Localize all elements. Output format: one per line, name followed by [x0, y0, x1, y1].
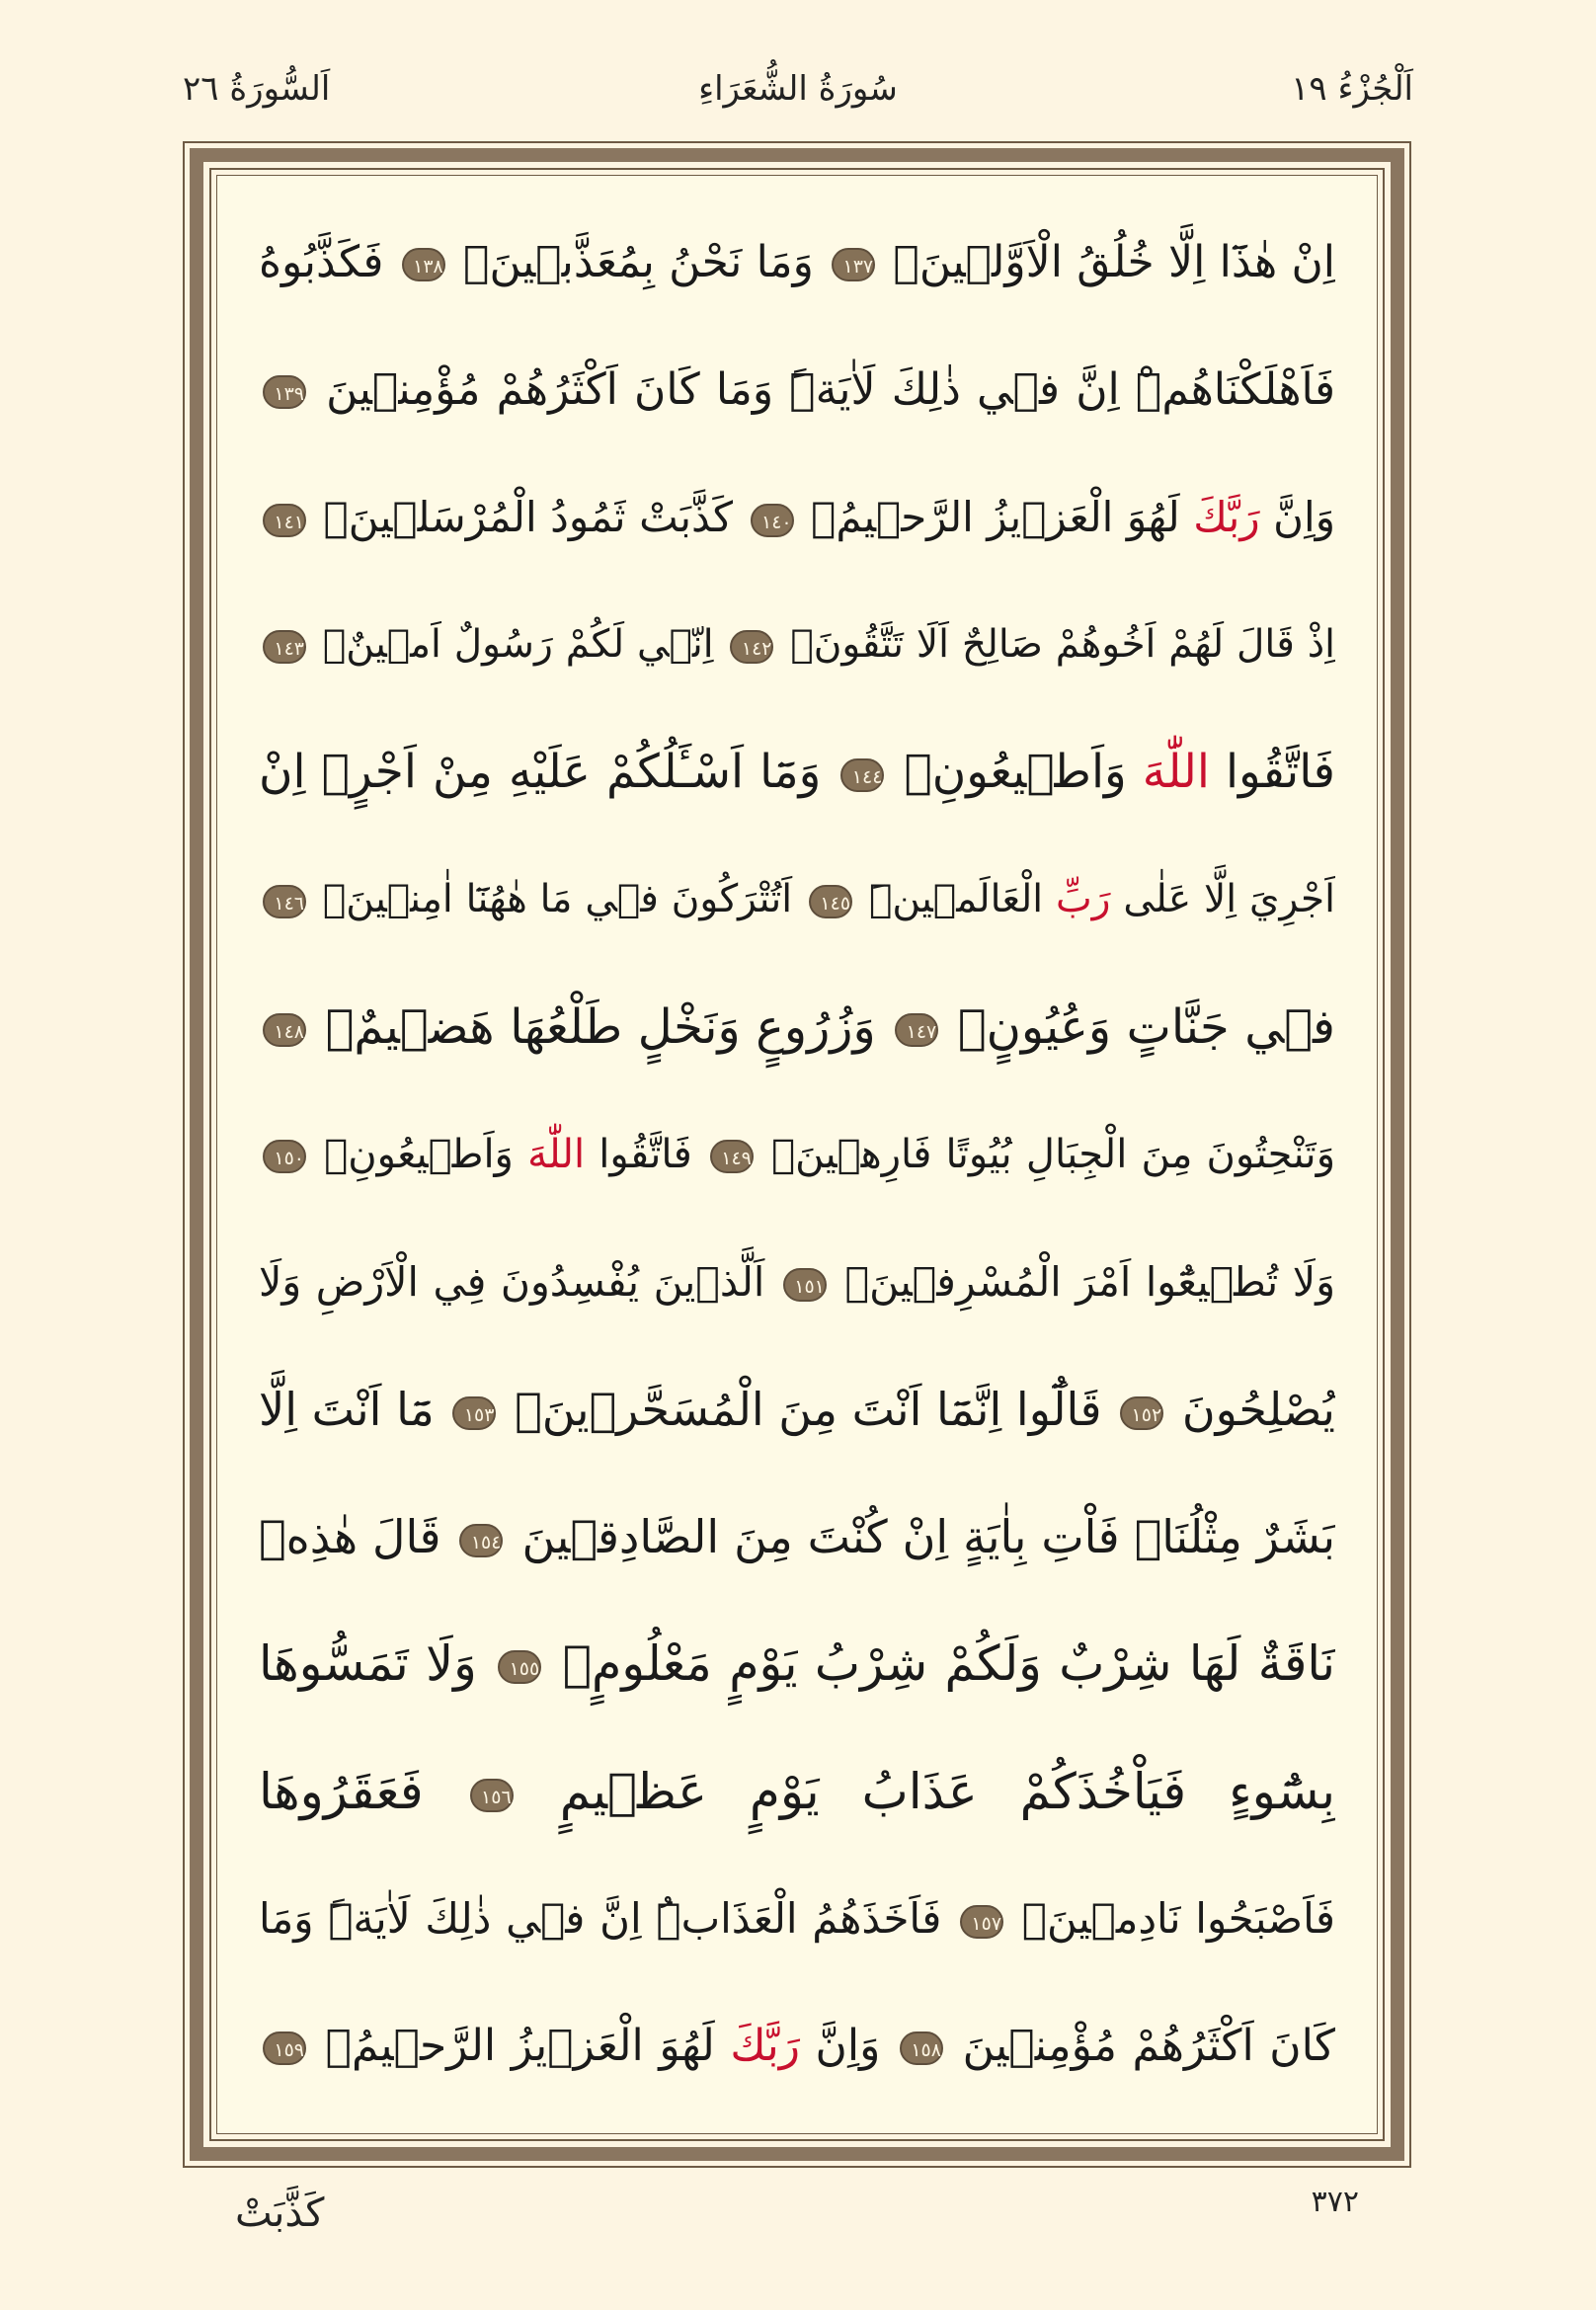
text-segment: وَتَنْحِتُونَ مِنَ الْجِبَالِ بُيُوتًا فَارِهٖينَۚ	[771, 1132, 1335, 1177]
text-segment: فَاَصْبَحُوا نَادِمٖينَۙ	[1021, 1894, 1335, 1943]
text-segment: اَلَّذٖينَ يُفْسِدُونَ فِي الْاَرْضِ وَلَا	[259, 1258, 765, 1306]
text-segment: وَزُرُوعٍ وَنَخْلٍ طَلْعُهَا هَضٖيمٌۚ	[325, 999, 876, 1055]
divine-name-highlight: رَبَّكَ	[730, 2021, 800, 2071]
text-segment: بَشَرٌ مِثْلُنَاۚ فَاْتِ بِاٰيَةٍ اِنْ كُنْتَ مِنَ الصَّادِقٖينَ	[521, 1510, 1335, 1563]
text-segment: وَلَا تَمَسُّوهَا	[259, 1635, 477, 1692]
ayah-marker-icon: ١٤٥	[809, 885, 852, 918]
ayah-marker-icon: ١٥٦	[470, 1779, 514, 1812]
text-line-3	[259, 468, 1335, 567]
text-segment: اَجْرِيَ اِلَّا عَلٰى	[1110, 877, 1335, 921]
ayah-marker-icon: ١٤٣	[263, 630, 306, 664]
ayah-marker-icon: ١٥٨	[900, 2031, 943, 2065]
ayah-marker-icon: ١٥٩	[263, 2031, 306, 2065]
text-segment: اِنّٖي لَكُمْ رَسُولٌ اَمٖينٌۙ	[322, 622, 714, 667]
text-segment: قَالُٓوا اِنَّمَٓا اَنْتَ مِنَ الْمُسَحَّرٖينَۚ	[515, 1383, 1102, 1436]
ayah-marker-icon: ١٥١	[783, 1268, 827, 1302]
text-segment: نَاقَةٌ لَهَا شِرْبٌ وَلَكُمْ شِرْبُ يَوْمٍ مَعْلُومٍۚ	[562, 1635, 1335, 1692]
text-line-7	[259, 978, 1335, 1076]
text-segment: فَاَهْلَكْنَاهُمْۜ اِنَّ فٖي ذٰلِكَ لَاٰيَةًۜ وَمَا كَانَ اَكْثَرُهُمْ مُؤْمِنٖينَ	[326, 364, 1335, 415]
text-segment: وَاِنَّ	[1259, 493, 1335, 541]
juz-label: اَلْجُزْءُ ١٩	[1291, 69, 1413, 109]
ayah-marker-icon: ١٥٧	[960, 1905, 1003, 1939]
ayah-marker-icon: ١٤٧	[895, 1013, 938, 1047]
text-segment: فَعَقَرُوهَا	[259, 1763, 424, 1820]
text-segment: لَهُوَ الْعَزٖيزُ الرَّحٖيمُ۟	[811, 493, 1194, 541]
text-line-5	[259, 723, 1335, 822]
text-line-8	[259, 1105, 1335, 1204]
ayah-marker-icon: ١٥٤	[459, 1524, 503, 1557]
ayah-marker-icon: ١٥٢	[1120, 1396, 1163, 1430]
text-segment: وَاِنَّ	[799, 2021, 881, 2071]
ayah-marker-icon: ١٤٠	[751, 504, 794, 537]
text-line-4	[259, 596, 1335, 694]
text-segment: قَالَ هٰذِهٖ	[259, 1510, 441, 1563]
text-segment: لَهُوَ الْعَزٖيزُ الرَّحٖيمُ۟	[325, 2021, 731, 2071]
ayah-marker-icon: ١٥٥	[498, 1650, 541, 1684]
text-line-1	[259, 213, 1335, 312]
ayah-marker-icon: ١٣٧	[832, 248, 875, 281]
text-line-12	[259, 1615, 1335, 1713]
page-frame	[183, 141, 1411, 2168]
divine-name-highlight: اللّٰهَ	[1142, 745, 1210, 799]
text-line-10	[259, 1360, 1335, 1459]
text-segment: اِذْ قَالَ لَهُمْ اَخُوهُمْ صَالِحٌ اَلَا تَتَّقُونَۚ	[790, 622, 1335, 667]
ayah-marker-icon: ١٤٤	[840, 758, 884, 792]
ayah-marker-icon: ١٣٩	[263, 375, 306, 409]
text-segment: الْعَالَمٖينَۜ	[868, 877, 1056, 921]
text-segment: كَانَ اَكْثَرُهُمْ مُؤْمِنٖينَ	[962, 2021, 1335, 2071]
text-panel	[216, 175, 1378, 2134]
text-segment: اِنْ هٰذَٓا اِلَّا خُلُقُ الْاَوَّلٖينَۙ	[893, 237, 1335, 287]
page-number: ٣٧٢	[1311, 2185, 1359, 2219]
ayah-marker-icon: ١٥٠	[263, 1140, 306, 1173]
frame-border	[190, 148, 1404, 2161]
text-segment: مَٓا اَنْتَ اِلَّا	[259, 1383, 435, 1436]
text-segment: فَكَذَّبُوهُ	[259, 237, 384, 287]
text-segment: وَاَطٖيعُونِۚ	[904, 745, 1143, 799]
text-segment: يُصْلِحُونَ	[1181, 1383, 1335, 1436]
text-segment: فَاتَّقُوا	[598, 1132, 692, 1177]
ayah-marker-icon: ١٤٨	[263, 1013, 306, 1047]
text-segment: وَاَطٖيعُونِۚ	[324, 1132, 514, 1177]
text-segment: فَاَخَذَهُمُ الْعَذَابُۜ اِنَّ فٖي ذٰلِكَ لَاٰيَةًۜ وَمَا	[259, 1894, 942, 1943]
verse-lines	[259, 213, 1335, 2096]
divine-name-highlight: رَبِّ	[1055, 877, 1111, 921]
catchword: كَذَّبَتْ	[235, 2191, 325, 2236]
text-segment: كَذَّبَتْ ثَمُودُ الْمُرْسَلٖينَۚ	[323, 493, 734, 541]
text-segment: وَلَا تُطٖيعُٓوا اَمْرَ الْمُسْرِفٖينَۙ	[844, 1258, 1335, 1306]
surah-title: سُورَةُ الشُّعَرَاءِ	[698, 69, 898, 109]
page-header	[183, 69, 1413, 128]
ayah-marker-icon: ١٤١	[263, 504, 306, 537]
ayah-marker-icon: ١٥٣	[452, 1396, 496, 1430]
text-line-2	[259, 341, 1335, 439]
text-segment: فَاتَّقُوا	[1209, 745, 1335, 799]
text-line-15	[259, 1997, 1335, 2096]
ayah-marker-icon: ١٤٦	[263, 885, 306, 918]
text-line-6	[259, 850, 1335, 949]
ayah-marker-icon: ١٣٨	[402, 248, 445, 281]
text-line-14	[259, 1870, 1335, 1968]
divine-name-highlight: رَبَّكَ	[1193, 493, 1260, 541]
ayah-marker-icon: ١٤٩	[710, 1140, 754, 1173]
text-segment: وَمَٓا اَسْـَٔلُكُمْ عَلَيْهِ مِنْ اَجْرٍۚ اِنْ	[259, 745, 822, 799]
text-line-13	[259, 1742, 1335, 1841]
text-line-9	[259, 1233, 1335, 1331]
divine-name-highlight: اللّٰهَ	[527, 1132, 586, 1177]
text-line-11	[259, 1487, 1335, 1586]
text-segment: فٖي جَنَّاتٍ وَعُيُونٍۙ	[957, 999, 1335, 1055]
text-segment: وَمَا نَحْنُ بِمُعَذَّبٖينَۚ	[463, 237, 814, 287]
text-segment: بِسُٓوءٍ فَيَاْخُذَكُمْ عَذَابُ يَوْمٍ عَظٖيمٍ	[559, 1763, 1335, 1820]
surah-number-label: اَلسُّورَةُ ٢٦	[183, 69, 331, 109]
ayah-marker-icon: ١٤٢	[730, 630, 773, 664]
text-segment: اَتُتْرَكُونَ فٖي مَا هٰهُنَٓا اٰمِنٖينَۙ	[322, 877, 793, 921]
